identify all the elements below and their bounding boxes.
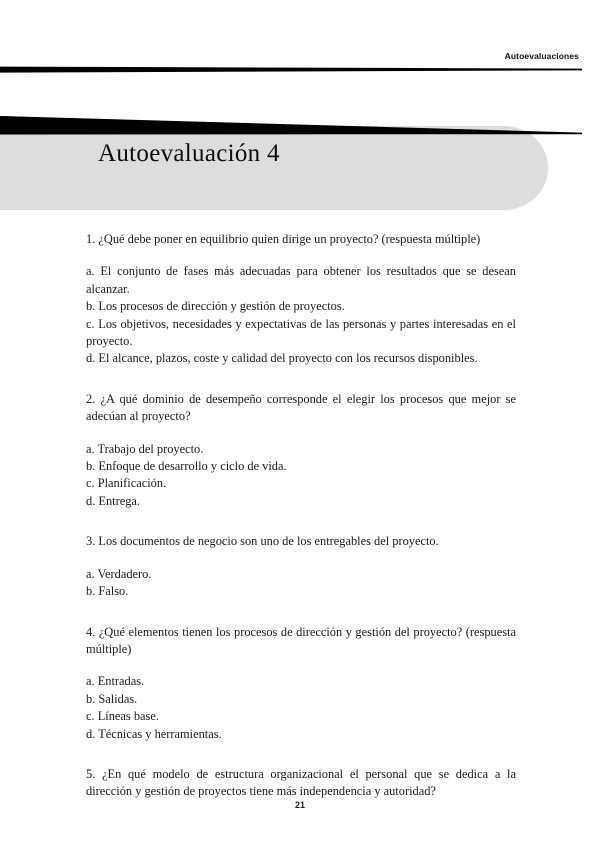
option-item[interactable]: c. Los objetivos, necesidades y expectativas de las personas y partes interesadas en el proyecto. [86,316,516,349]
spacer [86,743,516,766]
question-block-1 [86,231,516,368]
question-block-4 [86,624,516,743]
question-block-3 [86,533,516,600]
option-item[interactable]: b. Los procesos de dirección y gestión de proyectos. [86,299,345,314]
question-block-2 [86,391,516,510]
option-item[interactable]: b. Salidas. [86,691,138,706]
title-band [0,108,600,208]
option-item[interactable]: a. Verdadero. [86,566,152,581]
option-item[interactable]: a. Entradas. [86,674,145,689]
option-list [86,263,516,367]
option-list [86,566,516,601]
spacer [86,368,516,391]
header-rule-decoration [0,66,582,73]
option-item[interactable]: c. Líneas base. [86,709,159,724]
page-number: 21 [294,800,305,810]
option-list [86,673,516,743]
option-item[interactable]: a. El conjunto de fases más adecuadas para obtener los resultados que se desean alcanzar. [86,264,516,296]
question-stem: 1. ¿Qué debe poner en equilibrio quien dirige un proyecto? (respuesta múltiple) [86,232,481,246]
quiz-content [86,231,516,801]
question-block-5 [86,766,516,801]
title-band-wedge-decoration [0,114,582,140]
spacer [86,601,516,624]
page-title: Autoevaluación 4 [98,140,280,167]
option-item[interactable]: b. Enfoque de desarrollo y ciclo de vida. [86,459,287,474]
option-item[interactable]: b. Falso. [86,584,129,599]
question-stem: 5. ¿En qué modelo de estructura organizacional el personal que se dedica a la dirección y gestión de proyectos tiene más independencia y autoridad? [86,766,516,799]
option-item[interactable]: d. Entrega. [86,493,141,508]
question-stem: 2. ¿A qué dominio de desempeño corresponde el elegir los procesos que mejor se adecúan al proyecto? [86,391,516,424]
option-list [86,441,516,511]
spacer [86,510,516,533]
question-stem: 3. Los documentos de negocio son uno de los entregables del proyecto. [86,534,439,549]
option-item[interactable]: d. Técnicas y herramientas. [86,726,222,741]
option-item[interactable]: a. Trabajo del proyecto. [86,441,204,456]
question-stem: 4. ¿Qué elementos tienen los procesos de dirección y gestión del proyecto? (respuesta múltiple) [86,624,516,656]
option-item[interactable]: d. El alcance, plazos, coste y calidad del proyecto con los recursos disponibles. [86,351,478,366]
running-header: Autoevaluaciones [504,51,579,61]
option-item[interactable]: c. Planificación. [86,476,167,491]
